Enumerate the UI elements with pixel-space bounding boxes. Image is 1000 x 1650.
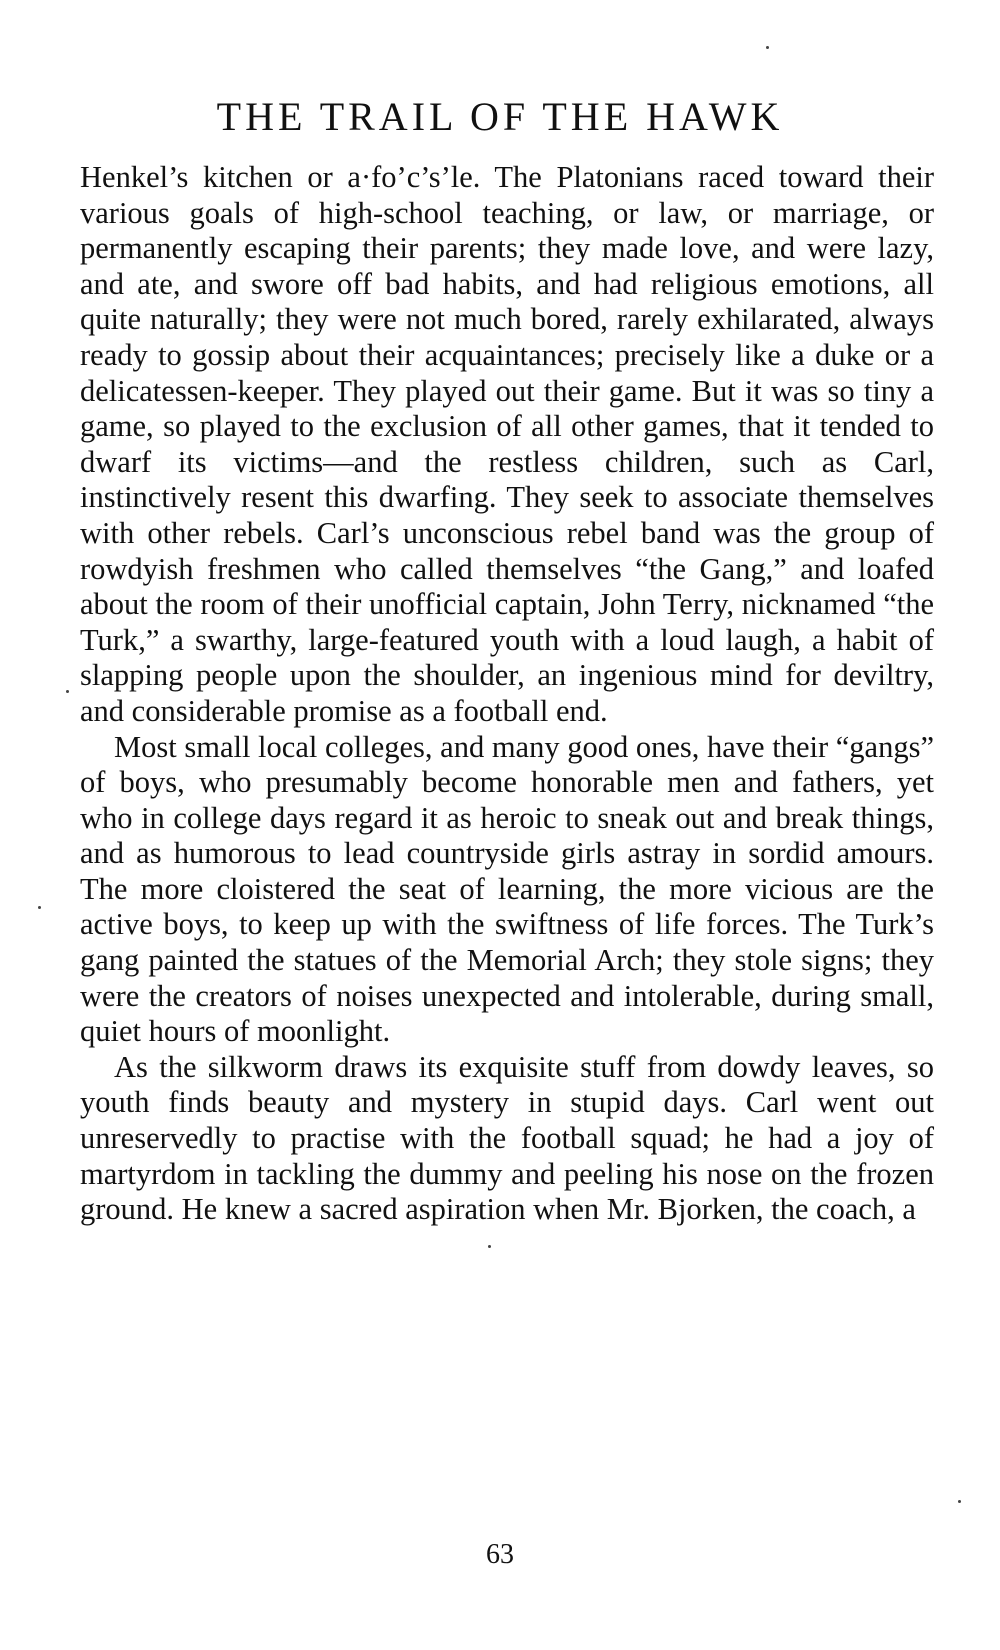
page-number: 63 (486, 1539, 514, 1570)
print-speck (766, 46, 769, 49)
paragraph-1: Henkel’s kitchen or a·fo’c’s’le. The Platonians raced toward their various goals of high-school teaching, or law, or marriage, or permanently escaping their parents; they made love, and were lazy, and ate, and swore off bad habits, and had religious emotions, all quite naturally; they were not much bored, rarely exhilarated, always ready to gossip about their acquaintances; precisely like a duke or a delicatessen-keeper. They played out their game. But it was so tiny a game, so played to the exclusion of all other games, that it tended to dwarf its victims—and the restless children, such as Carl, instinctively resent this dwarfing. They seek to associate themselves with other rebels. Carl’s unconscious rebel band was the group of rowdyish freshmen who called themselves “the Gang,” and loafed about the room of their unofficial captain, John Terry, nicknamed “the Turk,” a swarthy, large-featured youth with a loud laugh, a habit of slapping people upon the shoulder, an ingenious mind for deviltry, and considerable promise as a football end. (80, 160, 934, 728)
print-speck (66, 690, 69, 693)
paragraph-2: Most small local colleges, and many good ones, have their “gangs” of boys, who presumably become honorable men and fathers, yet who in college days regard it as heroic to sneak out and break things, and as humorous to lead countryside girls astray in sordid amours. The more cloistered the seat of learning, the more vicious are the active boys, to keep up with the swiftness of life forces. The Turk’s gang painted the statues of the Memorial Arch; they stole signs; they were the creators of noises unexpected and intolerable, during small, quiet hours of moonlight. (80, 729, 934, 1049)
print-speck (488, 1245, 491, 1248)
print-speck (958, 1500, 961, 1503)
running-head: THE TRAIL OF THE HAWK (216, 94, 784, 139)
body-text (80, 160, 934, 1228)
paragraph-3: As the silkworm draws its exquisite stuff from dowdy leaves, so youth finds beauty and mystery in stupid days. Carl went out unreservedly to practise with the football squad; he had a joy of martyrdom in tackling the dummy and peeling his nose on the frozen ground. He knew a sacred aspiration when Mr. Bjorken, the coach, a (80, 1049, 934, 1227)
print-speck (38, 906, 41, 909)
